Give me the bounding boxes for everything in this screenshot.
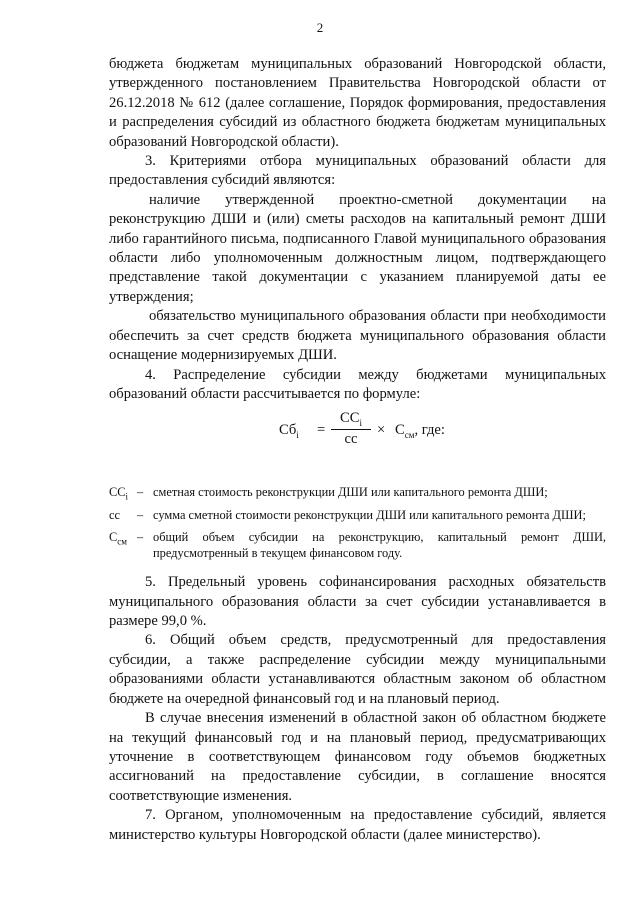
paragraph-continuation: бюджета бюджетам муниципальных образований Новгородской области, утвержденного постановлением Правительства Новгородской области от 26.12.2018 № 612 (далее соглашение, Порядок формирования, предоставления и распределения субсидий из областного бюджета бюджетам муниципальных образований Новгородской области). <box>109 56 606 150</box>
legend-symbol-text: С <box>109 530 118 545</box>
paragraph-3-criterion-2: обязательство муниципального образования области при необходимости обеспечить за счет средств бюджета муниципального образования области оснащение модернизируемых ДШИ. <box>109 308 606 364</box>
paragraph-6: 6. Общий объем средств, предусмотренный для предоставления субсидии, а также распределение субсидии между муниципальными образованиями области устанавливаются областным законом об областном бюджете на очередной финансовый год и на плановый период. <box>109 632 606 707</box>
legend-symbol <box>109 484 137 504</box>
formula-numerator-subscript: i <box>359 418 362 429</box>
legend-item <box>109 529 606 561</box>
legend-description: сумма сметной стоимости реконструкции ДШИ или капитального ремонта ДШИ; <box>153 507 586 522</box>
legend-dash: – <box>137 485 144 500</box>
formula-lhs-symbol: Сб <box>279 422 297 439</box>
paragraph-7: 7. Органом, уполномоченным на предоставление субсидий, является министерство культуры Новгородской области (далее министерство). <box>109 807 606 843</box>
distribution-formula <box>109 410 606 454</box>
page-number: 2 <box>316 20 324 35</box>
paragraphs-after-legend <box>109 573 606 845</box>
formula-denominator: сс <box>344 431 358 448</box>
legend-symbol-subscript: см <box>117 536 127 547</box>
formula-equals: = <box>317 422 326 439</box>
legend-symbol <box>109 507 137 527</box>
legend-dash: – <box>137 507 144 522</box>
formula-rhs <box>395 422 445 440</box>
legend-description: сметная стоимость реконструкции ДШИ или капитального ремонта ДШИ; <box>153 485 548 500</box>
legend-description: общий объем субсидии на реконструкцию, капитальный ремонт ДШИ, предусмотренный в текущем финансовом году. <box>153 530 606 561</box>
formula-times: × <box>377 422 386 439</box>
formula-rhs-subscript: см <box>404 430 415 441</box>
legend-symbol-subscript: i <box>125 491 129 502</box>
paragraph-5: 5. Предельный уровень софинансирования расходных обязательств муниципального образования области за счет субсидии устанавливается в размере 99,0 %. <box>109 574 606 630</box>
document-body <box>109 55 606 845</box>
legend-symbol-text: сс <box>109 507 120 522</box>
paragraph-3-criterion-1: наличие утвержденной проектно-сметной документации на реконструкцию ДШИ и (или) сметы расходов на капитальный ремонт ДШИ либо гарантийного письма, подписанного Главой муниципального образования области либо уполномоченным должностным лицом, подтверждающего представление такой документации с указанием планируемой даты ее утверждения; <box>109 191 606 305</box>
formula-lhs <box>279 422 299 440</box>
legend-symbol-text: СС <box>109 485 126 500</box>
formula-numerator-symbol: СС <box>340 410 360 427</box>
paragraph-6-amendments: В случае внесения изменений в областной закон об областном бюджете на текущий финансовый год и на плановый период, предусматривающих уточнение в соответствующем финансовом году объемов бюджетных ассигнований на предоставление субсидии, в соглашение вносятся соответствующие изменения. <box>109 710 606 804</box>
formula-legend <box>109 484 606 561</box>
paragraph-4: 4. Распределение субсидии между бюджетами муниципальных образований области рассчитывается по формуле: <box>109 366 606 402</box>
formula-rhs-tail: , где: <box>414 422 445 439</box>
formula-numerator <box>331 410 371 430</box>
formula-fraction <box>331 410 371 448</box>
legend-item <box>109 507 606 527</box>
legend-symbol <box>109 529 137 561</box>
formula-lhs-subscript: i <box>296 430 299 441</box>
legend-item <box>109 484 606 504</box>
paragraph-3: 3. Критериями отбора муниципальных образований области для предоставления субсидий являются: <box>109 153 606 189</box>
formula-rhs-symbol: С <box>395 422 405 439</box>
legend-dash: – <box>137 530 144 545</box>
